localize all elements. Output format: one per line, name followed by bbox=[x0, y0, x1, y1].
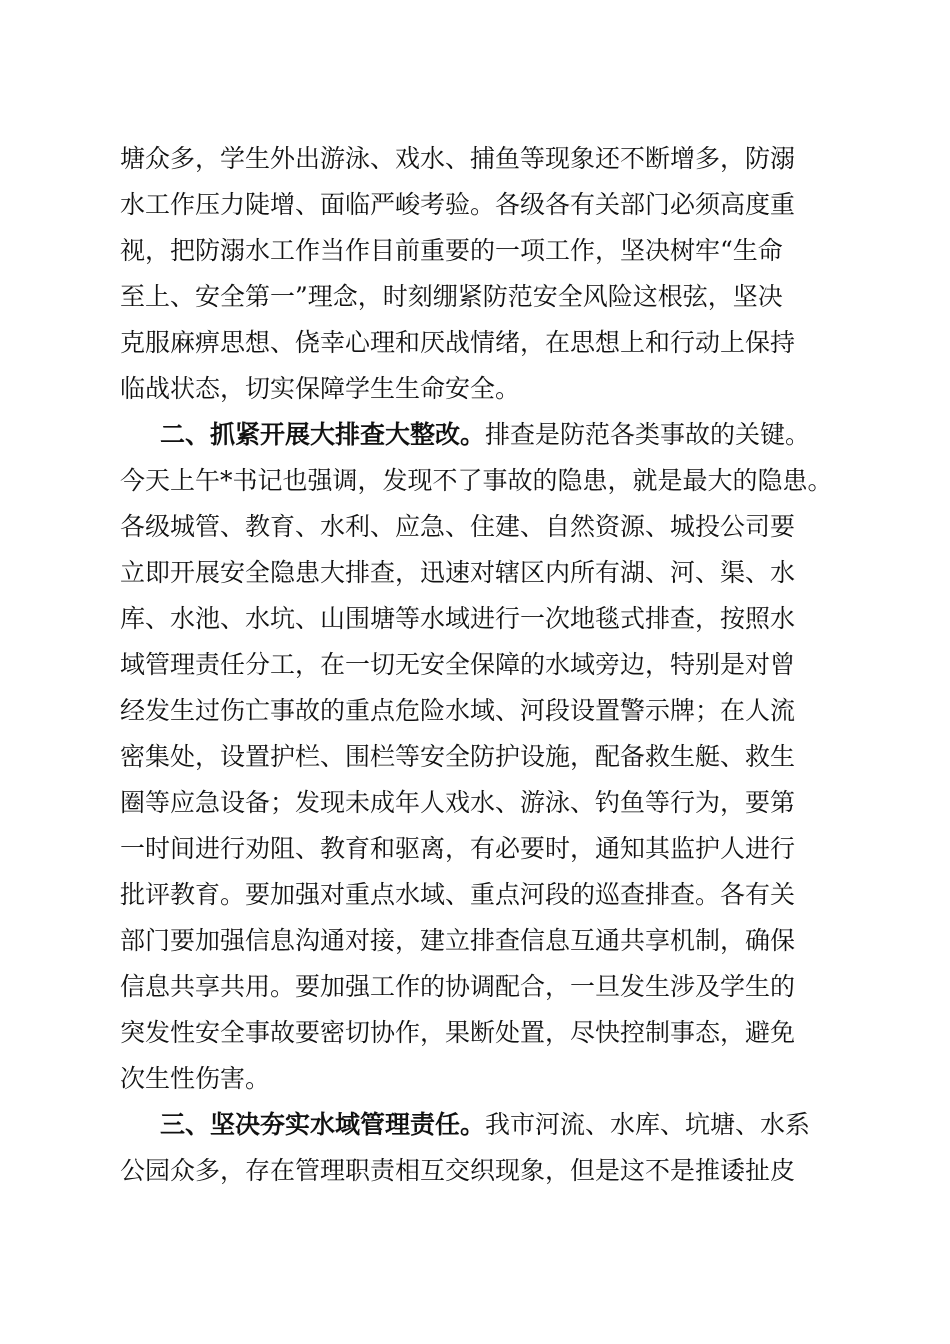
paragraph-line: 各级城管、教育、水利、应急、住建、自然资源、城投公司要 bbox=[120, 512, 796, 541]
paragraph-line: 次生性伤害。 bbox=[120, 1064, 271, 1093]
paragraph-line: 塘众多，学生外出游泳、戏水、捕鱼等现象还不断增多，防溺 bbox=[120, 144, 796, 173]
section-2-first-line-text: 排查是防范各类事故的关键。 bbox=[485, 420, 811, 449]
paragraph-line: 库、水池、水坑、山围塘等水域进行一次地毯式排查，按照水 bbox=[120, 604, 796, 633]
section-3-first-line bbox=[160, 1105, 810, 1145]
paragraph-line: 立即开展安全隐患大排查，迅速对辖区内所有湖、河、渠、水 bbox=[120, 558, 796, 587]
paragraph-line: 一时间进行劝阻、教育和驱离，有必要时，通知其监护人进行 bbox=[120, 834, 796, 863]
paragraph-line: 水工作压力陡增、面临严峻考验。各级各有关部门必须高度重 bbox=[120, 190, 796, 219]
paragraph-line: 信息共享共用。要加强工作的协调配合，一旦发生涉及学生的 bbox=[120, 972, 796, 1001]
section-2-heading: 二、抓紧开展大排查大整改。 bbox=[160, 420, 486, 449]
paragraph-line: 临战状态，切实保障学生生命安全。 bbox=[120, 374, 521, 403]
paragraph-line: 圈等应急设备；发现未成年人戏水、游泳、钓鱼等行为，要第 bbox=[120, 788, 796, 817]
paragraph-line: 域管理责任分工，在一切无安全保障的水域旁边，特别是对曾 bbox=[120, 650, 796, 679]
section-2-first-line bbox=[160, 415, 810, 455]
paragraph-line: 突发性安全事故要密切协作，果断处置，尽快控制事态，避免 bbox=[120, 1018, 796, 1047]
paragraph-line: 公园众多，存在管理职责相互交织现象，但是这不是推诿扯皮 bbox=[120, 1156, 796, 1185]
paragraph-line: 密集处，设置护栏、围栏等安全防护设施，配备救生艇、救生 bbox=[120, 742, 796, 771]
paragraph-line: 至上、安全第一”理念，时刻绷紧防范安全风险这根弦，坚决 bbox=[120, 282, 783, 311]
paragraph-line: 克服麻痹思想、侥幸心理和厌战情绪，在思想上和行动上保持 bbox=[120, 328, 796, 357]
paragraph-line: 批评教育。要加强对重点水域、重点河段的巡查排查。各有关 bbox=[120, 880, 796, 909]
paragraph-line: 部门要加强信息沟通对接，建立排查信息互通共享机制，确保 bbox=[120, 926, 796, 955]
paragraph-line: 经发生过伤亡事故的重点危险水域、河段设置警示牌；在人流 bbox=[120, 696, 796, 725]
section-3-heading: 三、坚决夯实水域管理责任。 bbox=[160, 1110, 486, 1139]
paragraph-line: 今天上午*书记也强调，发现不了事故的隐患，就是最大的隐患。 bbox=[120, 466, 833, 495]
section-3-first-line-text: 我市河流、水库、坑塘、水系 bbox=[485, 1110, 811, 1139]
paragraph-line: 视，把防溺水工作当作目前重要的一项工作，坚决树牢“生命 bbox=[120, 236, 783, 265]
